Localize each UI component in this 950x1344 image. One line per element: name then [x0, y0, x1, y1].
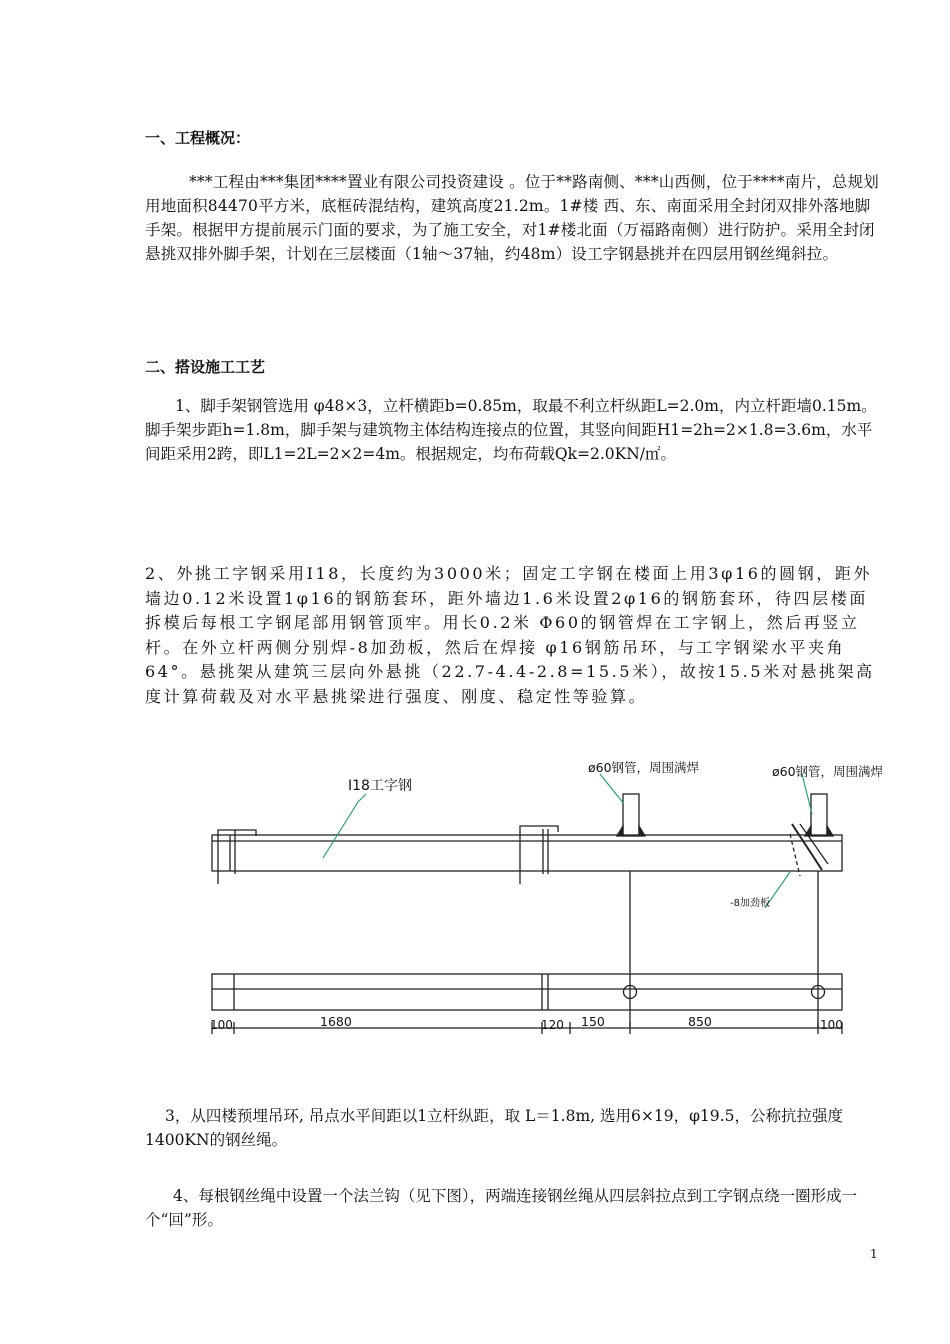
- anchor-loop-left: [218, 830, 256, 884]
- dim-100-left: 100: [210, 1018, 233, 1032]
- cantilever-beam-drawing: [190, 752, 890, 1052]
- label-pipe-left: ø60钢管，周围满焊: [588, 760, 700, 775]
- label-plate: -8加劲板: [730, 898, 770, 909]
- dim-850: 850: [688, 1014, 712, 1029]
- section-heading-overview: 一、工程概况：: [145, 129, 251, 147]
- pipe-right: [811, 794, 827, 836]
- item-4-paragraph: 4、每根钢丝绳中设置一个法兰钩（见下图），两端连接钢丝绳从四层斜拉点到工字钢点绕一圈形成一个“回”形。: [145, 1187, 858, 1229]
- dim-1680: 1680: [320, 1014, 352, 1029]
- label-beam: I18工字钢: [348, 778, 412, 794]
- section-heading-construction: 二、搭设施工工艺: [145, 358, 266, 376]
- dim-100-right: 100: [820, 1018, 843, 1032]
- item-1-paragraph: 1、脚手架钢管选用 φ48×3，立杆横距b=0.85m，取最不利立杆纵距L=2.0m，内立杆距墙0.15m。脚手架步距h=1.8m，脚手架与建筑物主体结构连接点的位置，其竖向间距H1=2h=2×1.8=3.6m，水平间距采用2跨，即L1=2L=2×2=4m。根据规定，均布荷载Qk=2.0KN/㎡。: [145, 397, 877, 463]
- leader-beam: [323, 794, 366, 858]
- leader-pipe-left: [600, 774, 624, 804]
- item-2-paragraph: 2、外挑工字钢采用I18，长度约为3000米；固定工字钢在楼面上用3φ16的圆钢，距外墙边0.12米设置1φ16的钢筋套环，距外墙边1.6米设置2φ16的钢筋套环，待四层楼面拆模后每根工字钢尾部用钢管顶牢。用长0.2米 Φ60的钢管焊在工字钢上，然后再竖立杆。在外立杆两侧分别焊-8加劲板，然后在焊接 φ16钢筋吊环，与工字钢梁水平夹角64°。悬挑架从建筑三层向外悬挑（22.7-4.4-2.8=15.5米），故按15.5米对悬挑架高度计算荷载及对水平悬挑梁进行强度、刚度、稳定性等验算。: [145, 564, 875, 706]
- item-3-paragraph: 3，从四楼预埋吊环, 吊点水平间距以1立杆纵距，取 L＝1.8m, 选用6×19，φ19.5，公称抗拉强度1400KN的钢丝绳。: [145, 1107, 843, 1149]
- beam-plan: [212, 974, 842, 1010]
- dim-120: 120: [541, 1018, 564, 1032]
- dim-150: 150: [581, 1014, 605, 1029]
- page-number: 1: [870, 1247, 878, 1261]
- label-pipe-right: ø60钢管，周围满焊: [772, 764, 884, 779]
- overview-paragraph: ***工程由***集团****置业有限公司投资建设 。位于**路南侧、***山西侧，位于****南片，总规划用地面积84470平方米，底框砖混结构，建筑高度21.2m。1#楼 西、东、南面采用全封闭双排外落地脚手架。根据甲方提前展示门面的要求，为了施工安全，对1#楼北面（万福路南侧）进行防护。采用全封闭悬挑双排外脚手架，计划在三层楼面（1轴～37轴，约48m）设工字钢悬挑并在四层用钢丝绳斜拉。: [145, 173, 879, 263]
- pipe-left: [623, 794, 639, 836]
